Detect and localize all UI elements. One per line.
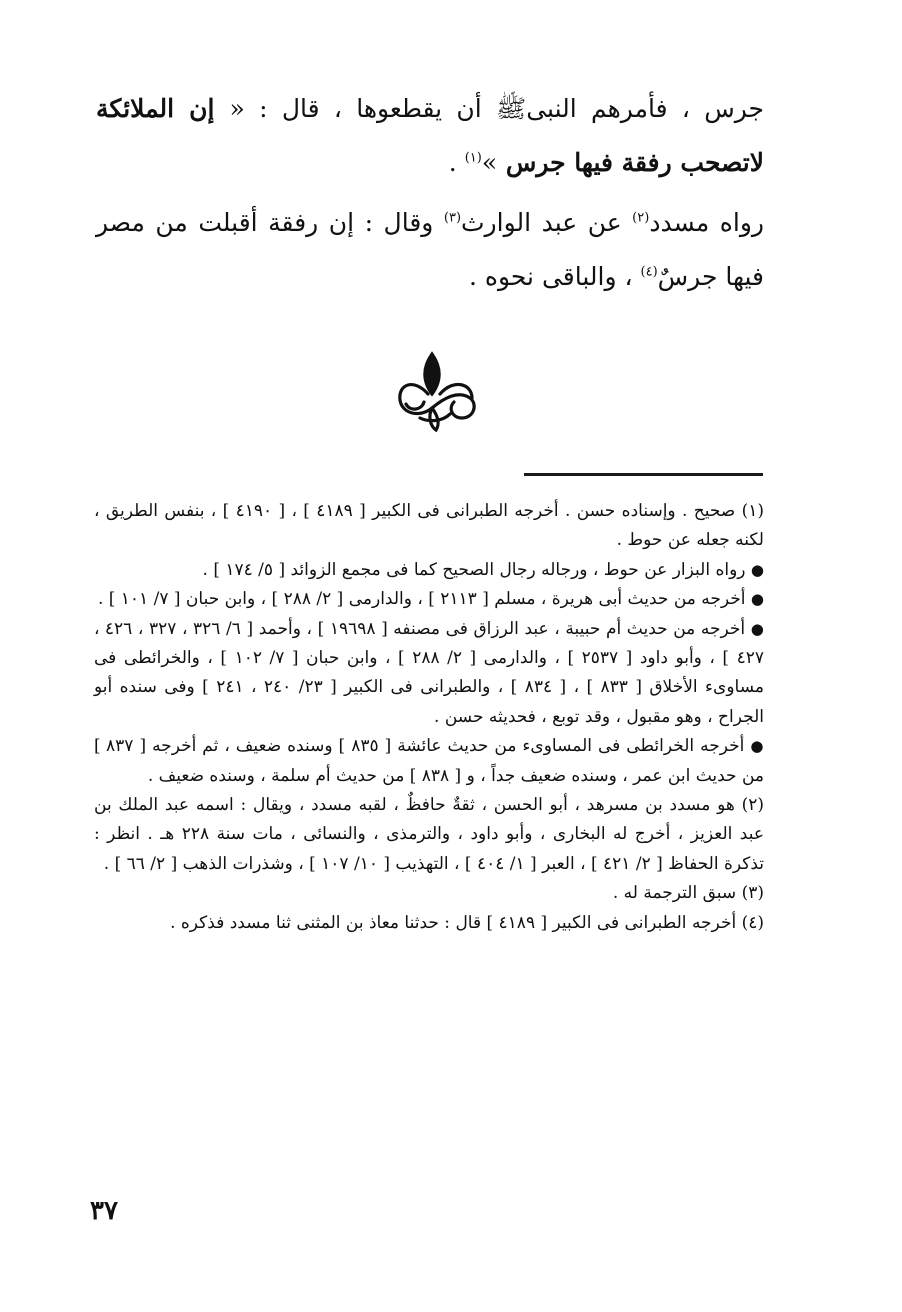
bullet-icon: ● [750, 560, 764, 579]
footnotes [94, 497, 764, 938]
footnote-3: (٣) سبق الترجمة له . [612, 883, 764, 904]
footnote-separator [524, 473, 763, 476]
footnote-1-bullet [94, 585, 764, 614]
bullet-text: أخرجه من حديث أم حبيبة ، عبد الرزاق فى مصنفه [ ١٩٦٩٨ ] ، وأحمد [ ٦/ ٣٢٦ ، ٣٢٧ ، ٤٢٦ ، ٤٢٧ ] ، وأبو داود [ ٢٥٣٧ ] ، والدارمى [ ٢/ ٢٨٨ ] ، وابن حبان [ ٧/ ١٠٢ ] ، والخرائطى فى مساوىء الأخلاق [ ٨٣٣ ] ، [ ٨٣٤ ] ، والطبرانى فى الكبير [ ٢٣/ ٢٤٠ ، ٢٤١ ] وفى سنده أبو الجراح ، وهو مقبول ، وقد توبع ، فحديثه حسن . [94, 618, 764, 727]
footnote-ref-4[interactable]: (٤) [640, 264, 658, 280]
footnote-ref-1[interactable]: (١) [464, 150, 482, 166]
bullet-text: أخرجه من حديث أبى هريرة ، مسلم [ ٢١١٣ ] ، والدارمى [ ٢/ ٢٨٨ ] ، وابن حبان [ ٧/ ١٠١ ] . [97, 589, 751, 610]
footnote-1-bullet [94, 615, 764, 733]
honorific-glyph: ﷺ [496, 94, 527, 123]
footnote-ref-2[interactable]: (٢) [632, 210, 650, 226]
text-run: وقال : إن رفقة أقبلت من مصر فيها جرسٌ [96, 208, 764, 291]
bullet-icon: ● [750, 590, 764, 609]
text-run: جرس ، فأمرهم النبى [526, 94, 764, 123]
footnote-1: (١) صحيح . وإسناده حسن . أخرجه الطبرانى فى الكبير [ ٤١٨٩ ] ، [ ٤١٩٠ ] ، بنفس الطريق ، لكنه جعله عن حوط . [94, 501, 764, 551]
hadith-quote: إن الملائكة لاتصحب رفقة فيها جرس [96, 94, 764, 177]
bullet-text: رواه البزار عن حوط ، ورجاله رجال الصحيح كما فى مجمع الزوائد [ ٥/ ١٧٤ ] . [202, 559, 751, 580]
bullet-text: أخرجه الخرائطى فى المساوىء من حديث عائشة [ ٨٣٥ ] وسنده ضعيف ، ثم أخرجه [ ٨٣٧ ] من حديث ابن عمر ، وسنده ضعيف جداً ، و [ ٨٣٨ ] من حديث أم سلمة ، وسنده ضعيف . [94, 736, 764, 786]
text-run: أن يقطعوها ، قال : « [229, 94, 496, 123]
footnote-1-bullet [94, 556, 764, 585]
main-paragraph-2 [96, 196, 764, 304]
quote-close: » [481, 148, 498, 177]
text-run: رواه مسدد [649, 208, 764, 237]
text-run: . [448, 148, 465, 177]
bullet-icon: ● [750, 737, 765, 756]
footnote-ref-3[interactable]: (٣) [443, 210, 462, 226]
main-paragraph-1 [96, 82, 764, 190]
footnote-1-bullet [94, 732, 764, 791]
bullet-icon: ● [750, 619, 764, 638]
text-run: ، والباقى نحوه . [469, 262, 641, 291]
text-run: عن عبد الوارث [461, 208, 633, 237]
main-text [96, 82, 764, 304]
footnote-4: (٤) أخرجه الطبرانى فى الكبير [ ٤١٨٩ ] قال : حدثنا معاذ بن المثنى ثنا مسدد فذكره . [170, 912, 764, 933]
page-number: ٣٧ [90, 1196, 118, 1226]
section-ornament-icon [392, 350, 480, 434]
footnote-2: (٢) هو مسدد بن مسرهد ، أبو الحسن ، ثقةٌ حافظٌ ، لقبه مسدد ، ويقال : اسمه عبد الملك بن عبد العزيز ، أخرج له البخارى ، وأبو داود ، والترمذى ، والنسائى ، مات سنة ٢٢٨ هـ . انظر : تذكرة الحفاظ [ ٢/ ٤٢١ ] ، العبر [ ١/ ٤٠٤ ] ، التهذيب [ ١٠/ ١٠٧ ] ، وشذرات الذهب [ ٢/ ٦٦ ] . [94, 795, 764, 874]
